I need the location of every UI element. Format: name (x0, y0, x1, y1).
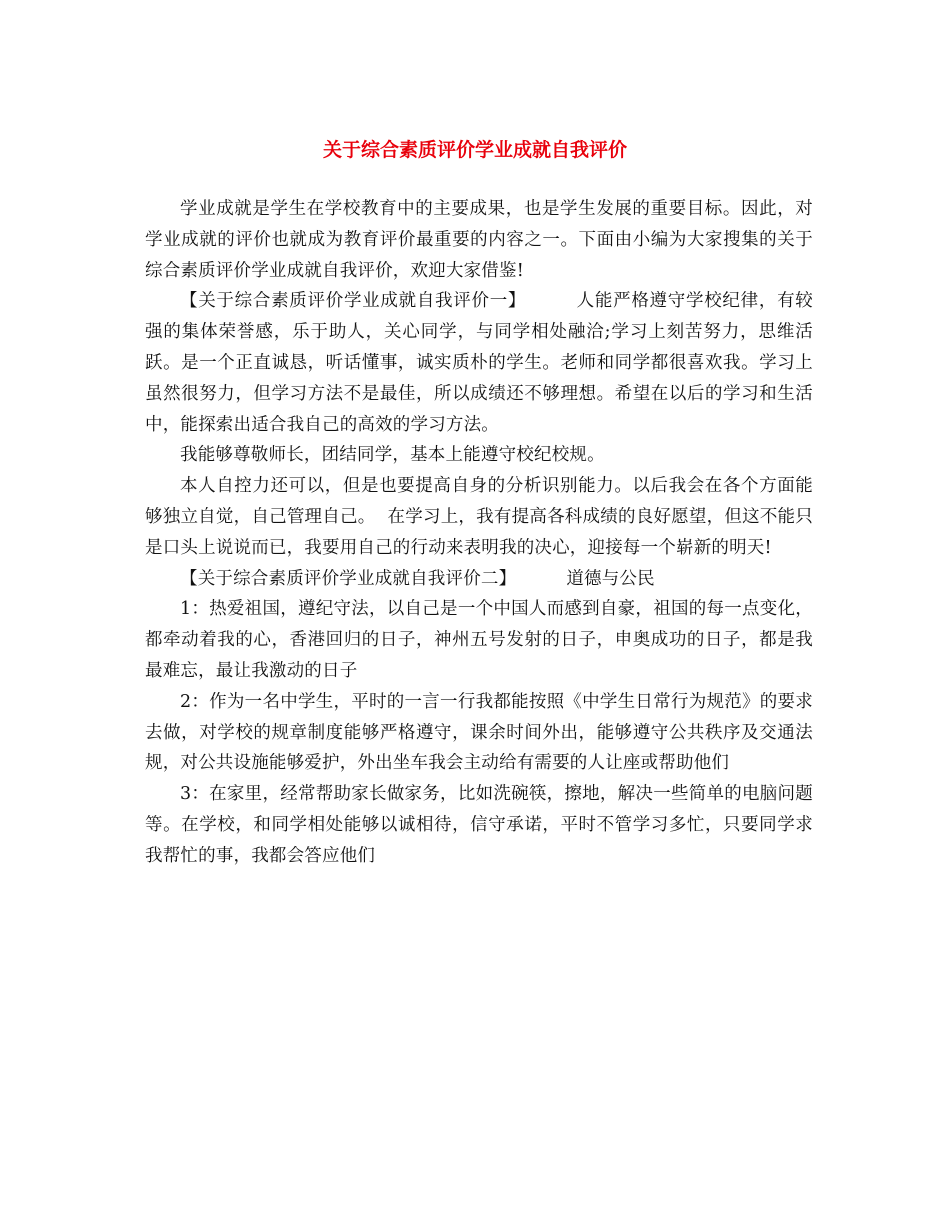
section-1-paragraph-3a: 本人自控力还可以，但是也要提高自身的分析识别能力。以后我会在各个方面能够独立自觉，自己管理自己。 (145, 476, 813, 527)
section-1-lead-text: 人能严格遵守学校纪律，有较强的集体荣誉感，乐于助人，关心同学，与同学相处融洽;学习上刻苦努力，思维活跃。是一个正直诚恳，听话懂事，诚实质朴的学生。老师和同学都很喜欢我。学习上虽然很努力，但学习方法不是最佳，所以成绩还不够理想。希望在以后的学习和生活中，能探索出适合我自己的高效的学习方法。 (145, 291, 813, 435)
section-1-paragraph-2: 我能够尊敬师长，团结同学，基本上能遵守校纪校规。 (180, 445, 605, 466)
document-body (145, 194, 813, 872)
section-1-heading: 【关于综合素质评价学业成就自我评价一】 (180, 291, 527, 312)
section-2-item-3: 3：在家里，经常帮助家长做家务，比如洗碗筷，擦地，解决一些简单的电脑问题等。在学校，和同学相处能够以诚相待，信守承诺，平时不管学习多忙，只要同学求我帮忙的事，我都会答应他们 (145, 784, 813, 866)
intro-paragraph: 学业成就是学生在学校教育中的主要成果，也是学生发展的重要目标。因此，对学业成就的评价也就成为教育评价最重要的内容之一。下面由小编为大家搜集的关于综合素质评价学业成就自我评价，欢迎大家借鉴! (145, 199, 813, 281)
section-2-heading: 【关于综合素质评价学业成就自我评价二】 (180, 568, 517, 589)
page-title: 关于综合素质评价学业成就自我评价 (322, 139, 627, 161)
section-2-item-2: 2：作为一名中学生，平时的一言一行我都能按照《中学生日常行为规范》的要求去做，对学校的规章制度能够严格遵守，课余时间外出，能够遵守公共秩序及交通法规，对公共设施能够爱护，外出坐车我会主动给有需要的人让座或帮助他们 (145, 691, 813, 774)
section-2-item-1: 1：热爱祖国，遵纪守法，以自己是一个中国人而感到自豪，祖国的每一点变化，都牵动着我的心，香港回归的日子，神州五号发射的日子，申奥成功的日子，都是我最难忘，最让我激动的日子 (145, 599, 813, 681)
section-2-subheading: 道德与公民 (566, 568, 655, 589)
section-1-paragraph-3 (145, 471, 813, 563)
section-1-paragraph-3b: 在学习上，我有提高各科成绩的良好愿望，但这不能只是口头上说说而已，我要用自己的行动来表明我的决心，迎接每一个崭新的明天! (145, 506, 813, 558)
section-1-paragraph (145, 286, 813, 440)
section-2-heading-line (145, 564, 813, 595)
